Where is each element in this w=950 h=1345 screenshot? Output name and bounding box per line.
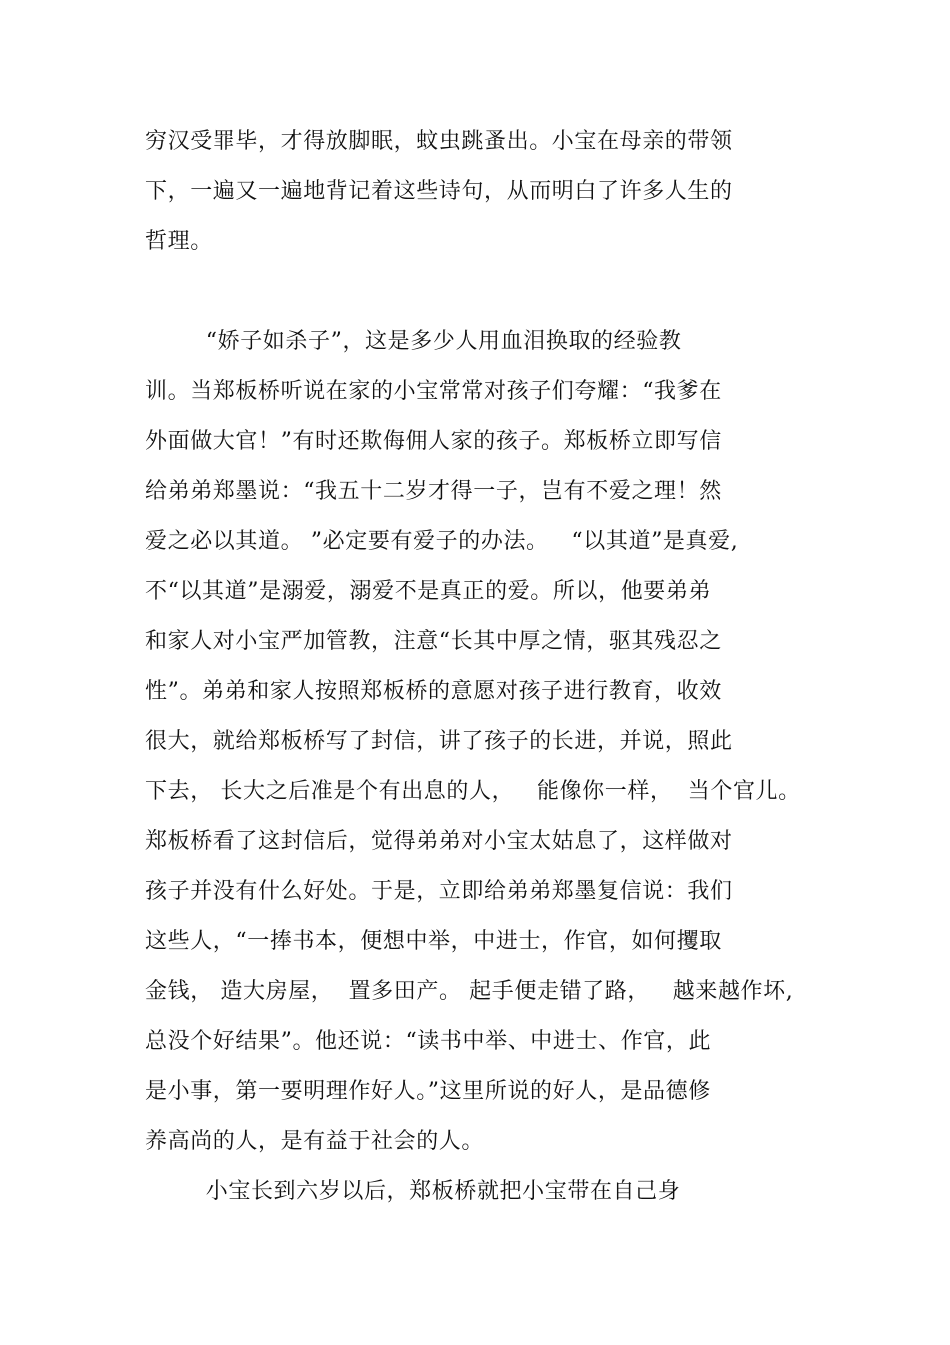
text-line: 和家人对小宝严加管教，注意“长其中厚之情，驱其残忍之: [145, 629, 722, 654]
text-line: 总没个好结果”。他还说：“读书中举、中进士、作官，此: [145, 1029, 712, 1054]
text-line: 穷汉受罪毕，才得放脚眠，蚊虫跳蚤出。小宝在母亲的带领: [145, 129, 733, 154]
text-line: 不“以其道”是溺爱，溺爱不是真正的爱。所以，他要弟弟: [145, 579, 712, 604]
text-line: 养高尚的人，是有益于社会的人。: [145, 1129, 485, 1154]
text-line: 这些人，“一捧书本，便想中举，中进士，作官，如何攫取: [145, 929, 722, 954]
text-line: 金钱， 造大房屋， 置多田产。 起手便走错了路， 越来越作坏,: [145, 979, 794, 1004]
text-line: 给弟弟郑墨说：“我五十二岁才得一子，岂有不爱之理！然: [145, 479, 722, 504]
text-line: 性”。弟弟和家人按照郑板桥的意愿对孩子进行教育，收效: [145, 679, 722, 704]
text-line: 外面做大官！”有时还欺侮佣人家的孩子。郑板桥立即写信: [145, 429, 722, 454]
text-line: 郑板桥看了这封信后，觉得弟弟对小宝太姑息了，这样做对: [145, 829, 733, 854]
text-line: 很大，就给郑板桥写了封信，讲了孩子的长进，并说，照此: [145, 729, 733, 754]
text-line: 训。当郑板桥听说在家的小宝常常对孩子们夸耀：“我爹在: [145, 379, 722, 404]
text-line: 小宝长到六岁以后，郑板桥就把小宝带在自己身: [145, 1179, 681, 1204]
text-line: 孩子并没有什么好处。于是，立即给弟弟郑墨复信说：我们: [145, 879, 733, 904]
text-line: 爱之必以其道。 ”必定要有爱子的办法。 “以其道”是真爱,: [145, 529, 739, 554]
text-line: 哲理。: [145, 229, 213, 254]
text-line: 是小事，第一要明理作好人。”这里所说的好人，是品德修: [145, 1079, 711, 1104]
text-line: “娇子如杀子”，这是多少人用血泪换取的经验教: [145, 329, 682, 354]
text-line: 下，一遍又一遍地背记着这些诗句，从而明白了许多人生的: [145, 179, 733, 204]
text-line: 下去， 长大之后准是个有出息的人， 能像你一样， 当个官儿。: [145, 779, 801, 804]
